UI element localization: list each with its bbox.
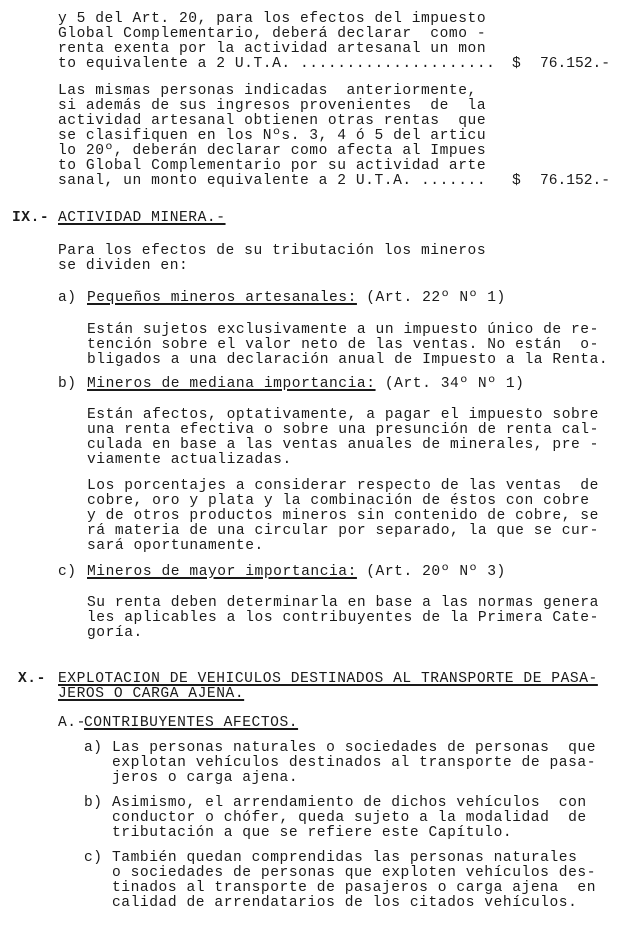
text-line: Asimismo, el arrendamiento de dichos vehículos con — [112, 795, 587, 811]
text-line: explotan vehículos destinados al transporte de pasa- — [112, 755, 596, 771]
section-title: ACTIVIDAD MINERA.- — [58, 210, 226, 226]
text-line: una renta efectiva o sobre una presunción de renta cal- — [87, 422, 599, 438]
section-number: X.- — [18, 671, 46, 687]
text-line: o sociedades de personas que exploten vehículos des- — [112, 865, 596, 881]
text-line: y de otros productos mineros sin contenido de cobre, se — [87, 508, 599, 524]
text-line: si además de sus ingresos provenientes de la — [58, 98, 487, 114]
text-line: se clasifiquen en los Nºs. 3, 4 ó 5 del articu — [58, 128, 487, 144]
item-heading — [87, 377, 524, 392]
section-title-line: JEROS O CARGA AJENA. — [58, 686, 245, 702]
text-line: tributación a que se refiere este Capítulo. — [112, 825, 513, 841]
currency-symbol: $ — [512, 173, 521, 189]
section-number: IX.- — [12, 210, 50, 226]
text-line: conductor o chófer, queda sujeto a la modalidad de — [112, 810, 587, 826]
text-line: renta exenta por la actividad artesanal un mon — [58, 41, 487, 57]
text-line: tención sobre el valor neto de las ventas. No están o- — [87, 337, 599, 353]
text-line: lo 20º, deberán declarar como afecta al Impues — [58, 143, 487, 159]
item-heading — [87, 291, 506, 306]
item-marker: c) — [84, 850, 103, 866]
text-line: sanal, un monto equivalente a 2 U.T.A. ....... — [58, 173, 487, 189]
text-line: calidad de arrendatarios de los citados vehículos. — [112, 895, 578, 911]
item-reference: (Art. 34º Nº 1) — [375, 376, 525, 392]
text-line: les aplicables a los contribuyentes de la Primera Cate- — [87, 610, 599, 626]
subsection-title: CONTRIBUYENTES AFECTOS. — [84, 715, 299, 731]
subsection-marker: A.- — [58, 715, 86, 731]
item-marker: b) — [58, 376, 77, 392]
text-line: jeros o carga ajena. — [112, 770, 299, 786]
text-line: to Global Complementario por su actividad arte — [58, 158, 487, 174]
currency-symbol: $ — [512, 56, 521, 72]
item-reference: (Art. 22º Nº 1) — [356, 290, 506, 306]
text-line: Global Complementario, deberá declarar como - — [58, 26, 487, 42]
item-marker: a) — [84, 740, 103, 756]
text-line: También quedan comprendidas las personas naturales — [112, 850, 578, 866]
text-line: to equivalente a 2 U.T.A. ..................... — [58, 56, 496, 72]
item-title: Mineros de mediana importancia: — [87, 376, 376, 392]
text-line: Su renta deben determinarla en base a las normas genera — [87, 595, 599, 611]
text-line: se dividen en: — [58, 258, 189, 274]
text-line: viamente actualizadas. — [87, 452, 292, 468]
text-line: culada en base a las ventas anuales de minerales, pre - — [87, 437, 599, 453]
item-marker: c) — [58, 564, 77, 580]
text-line: goría. — [87, 625, 143, 641]
text-line: Las personas naturales o sociedades de personas que — [112, 740, 596, 756]
item-title: Mineros de mayor importancia: — [87, 564, 357, 580]
text-line: sará oportunamente. — [87, 538, 264, 554]
text-line: rá materia de una circular por separado, la que se cur- — [87, 523, 599, 539]
amount-value: 76.152.- — [540, 173, 611, 189]
text-line: Están afectos, optativamente, a pagar el impuesto sobre — [87, 407, 599, 423]
text-line: bligados a una declaración anual de Impuesto a la Renta. — [87, 352, 609, 368]
text-line: actividad artesanal obtienen otras rentas que — [58, 113, 487, 129]
section-title-line: EXPLOTACION DE VEHICULOS DESTINADOS AL TRANSPORTE DE PASA- — [58, 671, 598, 687]
item-marker: b) — [84, 795, 103, 811]
item-reference: (Art. 20º Nº 3) — [356, 564, 506, 580]
amount-value: 76.152.- — [540, 56, 611, 72]
text-line: tinados al transporte de pasajeros o carga ajena en — [112, 880, 596, 896]
item-marker: a) — [58, 290, 77, 306]
text-line: Las mismas personas indicadas anteriormente, — [58, 83, 477, 99]
text-line: Están sujetos exclusivamente a un impuesto único de re- — [87, 322, 599, 338]
item-title: Pequeños mineros artesanales: — [87, 290, 357, 306]
text-line: Para los efectos de su tributación los mineros — [58, 243, 487, 259]
text-line: Los porcentajes a considerar respecto de las ventas de — [87, 478, 599, 494]
item-heading — [87, 565, 506, 580]
text-line: cobre, oro y plata y la combinación de éstos con cobre — [87, 493, 590, 509]
text-line: y 5 del Art. 20, para los efectos del impuesto — [58, 11, 487, 27]
